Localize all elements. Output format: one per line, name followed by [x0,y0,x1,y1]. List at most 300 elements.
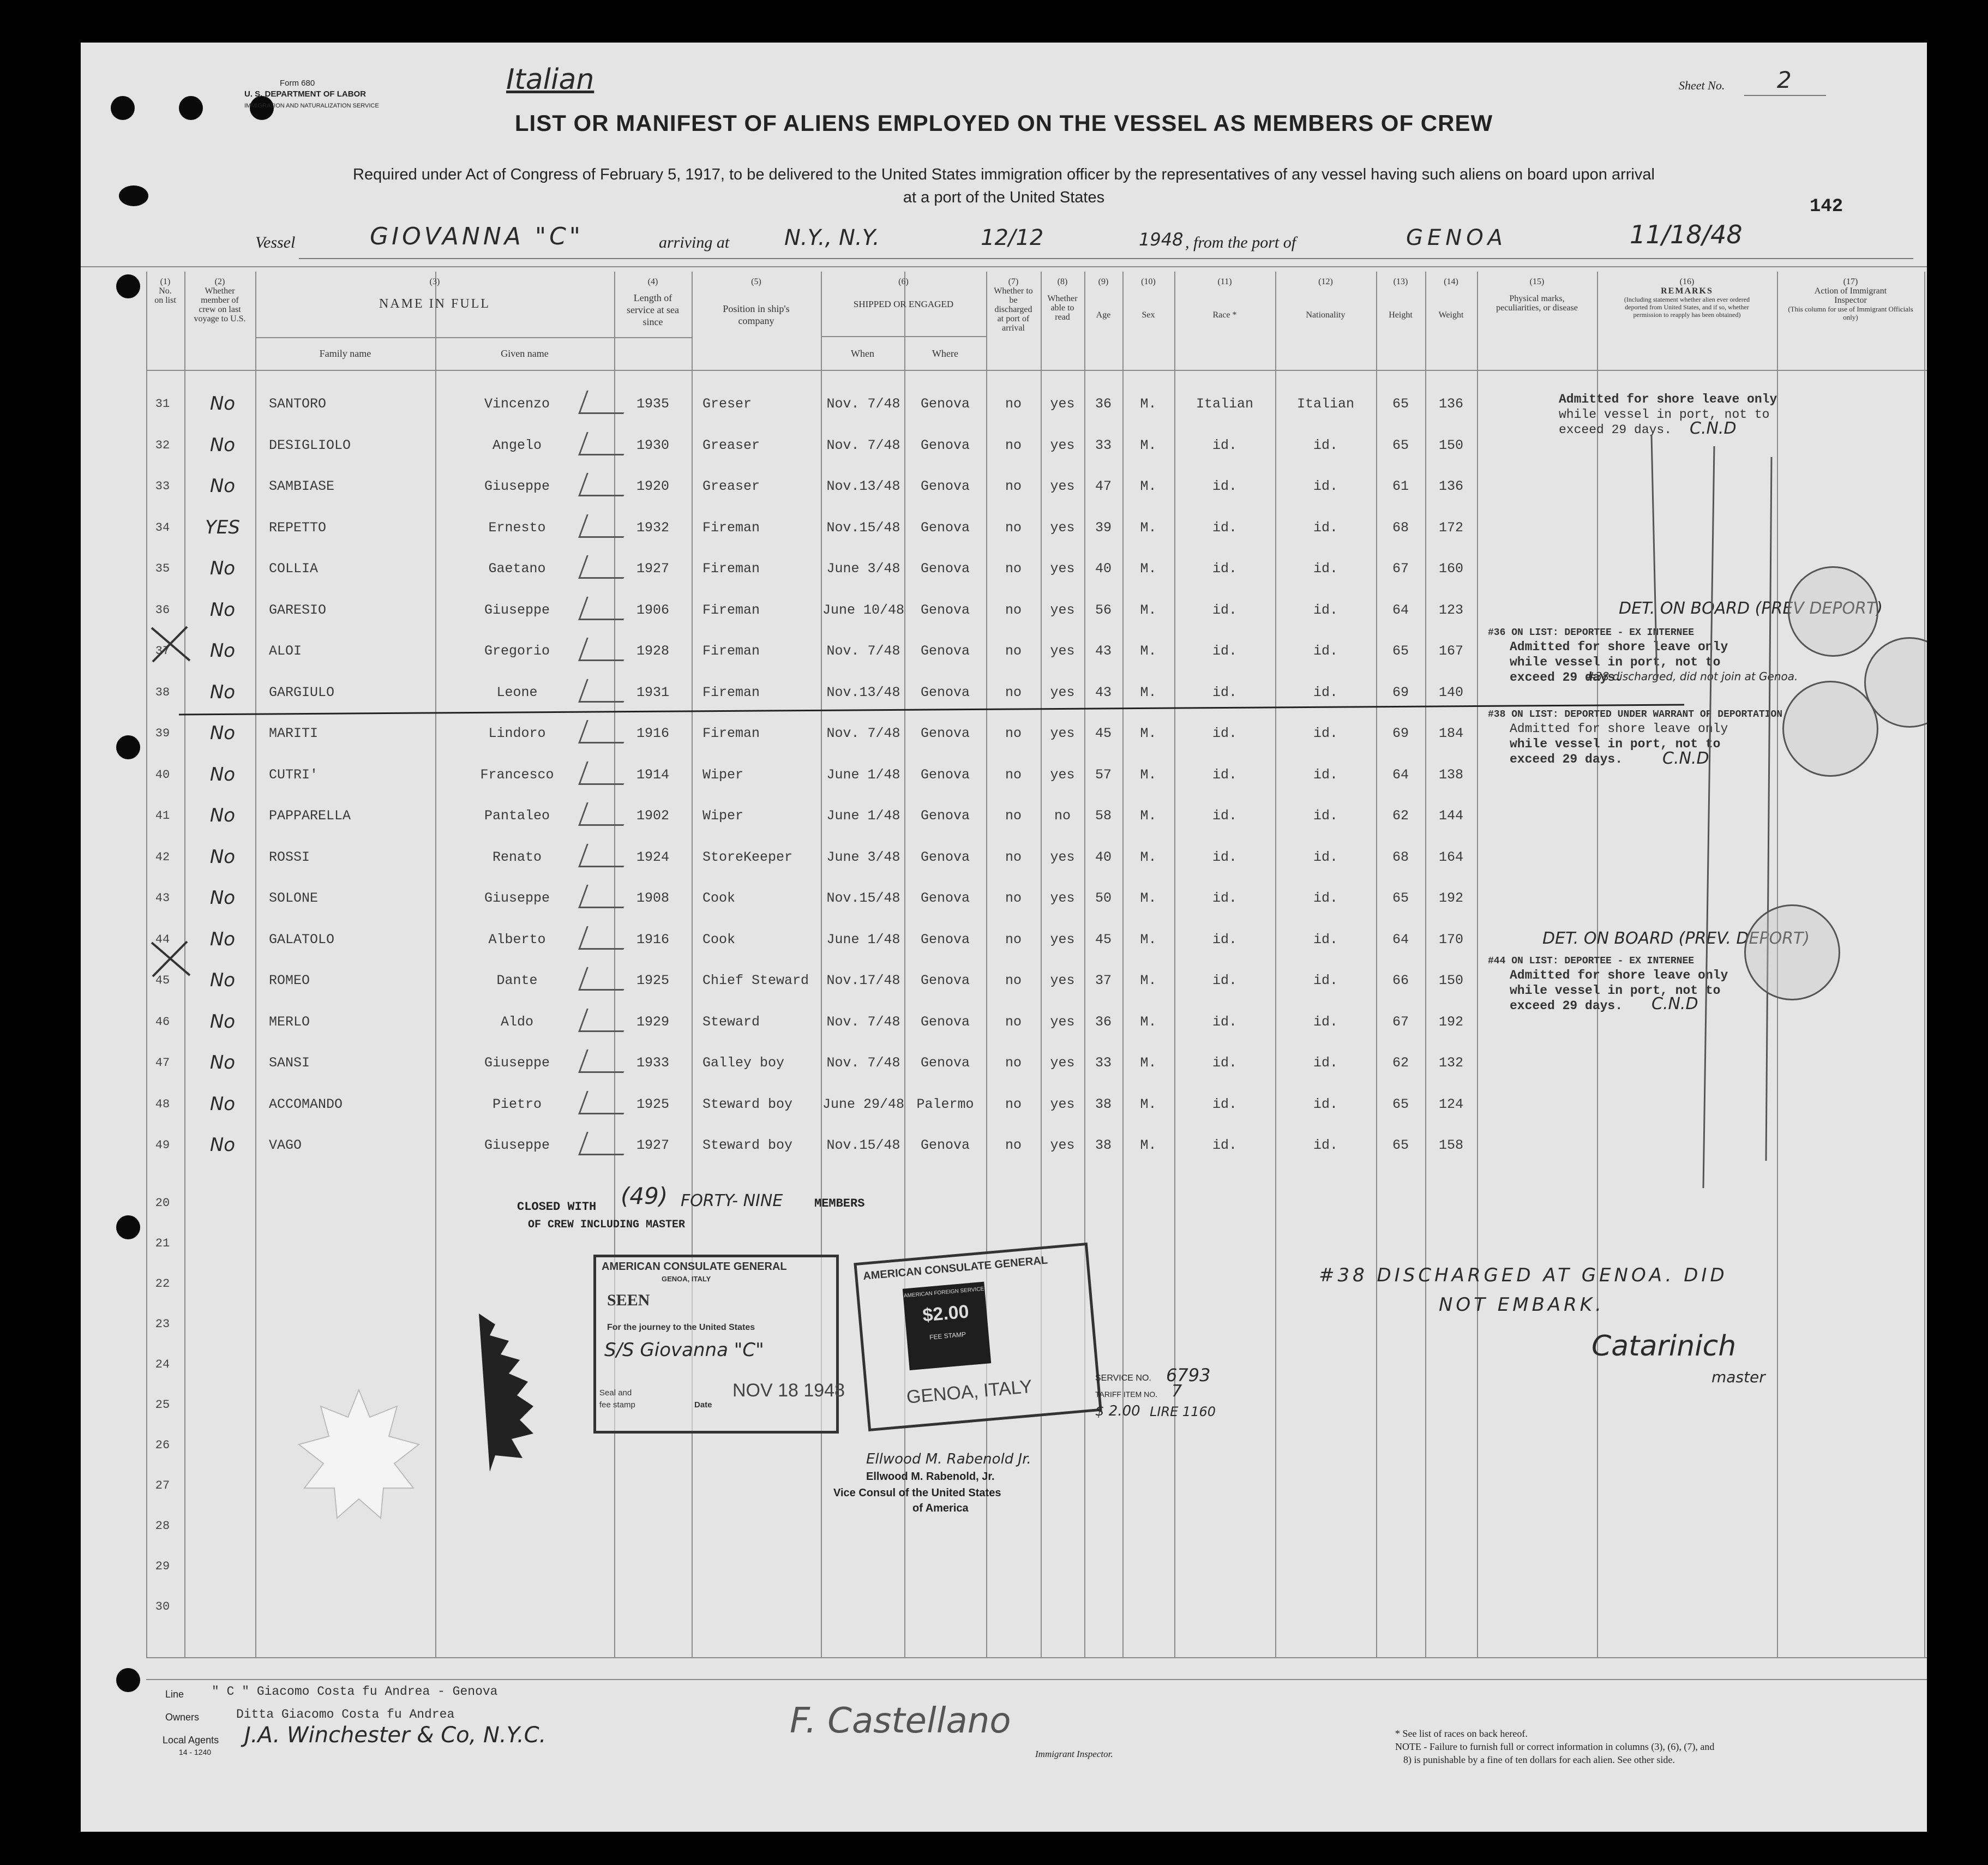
nationality: id. [1313,1014,1338,1030]
race: id. [1212,849,1237,865]
header-bottom-rule [146,370,1927,371]
col-number: (11) [1217,277,1232,286]
able-to-read: yes [1050,849,1075,865]
able-to-read: yes [1050,1055,1075,1071]
to-be-discharged: no [1005,1137,1022,1153]
shipped-where: Genova [920,396,970,412]
row-number: 40 [155,768,170,782]
last-voyage-answer: No [209,846,236,868]
shipped-when: Nov. 7/48 [826,725,900,741]
weight: 150 [1438,973,1463,988]
race: id. [1212,932,1237,948]
weight: 192 [1438,1014,1463,1030]
remark-line: while vessel in port, not to [1559,407,1770,422]
sex: M. [1140,1137,1157,1153]
family-name: PAPPARELLA [269,808,351,824]
race: id. [1212,1055,1237,1071]
to-be-discharged: no [1005,561,1022,577]
age: 47 [1095,478,1112,494]
stamp-date-label: Date [694,1400,712,1410]
to-be-discharged: no [1005,685,1022,700]
stamp-city: GENOA, ITALY [905,1376,1034,1408]
stamp-fee-label: fee stamp [599,1400,635,1410]
to-be-discharged: no [1005,725,1022,741]
weight: 167 [1438,643,1463,659]
department: U. S. DEPARTMENT OF LABOR [244,89,367,99]
embossed-seal-star [299,1390,419,1518]
col-label: Length of service at sea since [627,292,679,327]
service-since: 1930 [636,437,669,453]
to-be-discharged: no [1005,396,1022,412]
embossed-seal [457,1308,566,1483]
weight: 132 [1438,1055,1463,1071]
nationality: id. [1313,849,1338,865]
race: id. [1212,643,1237,659]
last-voyage-answer: No [209,887,236,909]
shipped-when: Nov.17/48 [826,973,900,988]
departure-date: 11/18/48 [1630,220,1743,249]
col-given-name: Given name [501,348,549,359]
to-be-discharged: no [1005,643,1022,659]
family-name: GARGIULO [269,685,335,700]
age: 56 [1095,602,1112,618]
col-label: No. on list [154,286,176,305]
empty-row-number: 22 [155,1277,170,1291]
service-since: 1906 [636,602,669,618]
position: Fireman [702,561,760,577]
position: Cook [702,932,736,948]
col-label: SHIPPED OR ENGAGED [853,299,954,309]
immigration-seal [1788,566,1878,657]
col-label: Nationality [1306,310,1346,320]
agents-code: 14 - 1240 [179,1748,212,1756]
footer-rule [146,1679,1927,1680]
last-voyage-answer: No [209,557,236,579]
able-to-read: no [1054,808,1071,824]
age: 45 [1095,725,1112,741]
able-to-read: yes [1050,725,1075,741]
able-to-read: yes [1050,932,1075,948]
handwritten-race: Italian [506,63,594,96]
race: Italian [1196,396,1254,412]
empty-row-number: 30 [155,1600,170,1614]
service-since: 1927 [636,1137,669,1153]
service-since: 1925 [636,973,669,988]
able-to-read: yes [1050,1014,1075,1030]
tariff-no: 7 [1172,1382,1182,1401]
shipped-where: Genova [920,932,970,948]
stamp-header: AMERICAN CONSULATE GENERAL [862,1254,1048,1282]
position: StoreKeeper [702,849,793,865]
given-name: Angelo [492,437,542,453]
row-number: 38 [155,686,170,699]
empty-row-number: 26 [155,1438,170,1452]
shipped-when: June 1/48 [826,767,900,783]
able-to-read: yes [1050,478,1075,494]
able-to-read: yes [1050,437,1075,453]
col-when: When [851,348,874,359]
race: id. [1212,602,1237,618]
col-number: (2) [214,277,225,286]
col-label: Whether able to read [1047,294,1078,322]
manifest-title: LIST OR MANIFEST OF ALIENS EMPLOYED ON THE VESSEL AS MEMBERS OF CREW [514,110,1493,136]
service-no-label: SERVICE NO. [1095,1374,1151,1383]
fee-stamp-top: AMERICAN FOREIGN SERVICE [903,1286,984,1299]
remark-line: exceed 29 days. [1510,999,1623,1013]
subheader-rule [821,336,986,337]
col-sublabel: (Including statement whether alien ever ordered deported from United States, and if so, whether permission to reapply has been obtained) [1624,296,1750,319]
empty-row-number: 25 [155,1398,170,1412]
race: id. [1212,808,1237,824]
shipped-where: Genova [920,808,970,824]
last-voyage-answer: YES [205,517,240,538]
master-signature: Catarinich [1591,1330,1737,1363]
family-name: ALOI [269,643,302,659]
inspector-initials: C.N.D [1690,419,1737,438]
empty-row-number: 29 [155,1560,170,1573]
service-since: 1914 [636,767,669,783]
service-since: 1920 [636,478,669,494]
manifest-subtitle-2: at a port of the United States [903,189,1105,206]
col-family-name: Family name [319,348,371,359]
remark-line: Admitted for shore leave only [1559,392,1777,406]
shipped-when: June 3/48 [826,561,900,577]
height: 65 [1392,890,1409,906]
given-name: Gaetano [488,561,546,577]
empty-row-number: 21 [155,1237,170,1250]
weight: 184 [1438,725,1463,741]
row-number: 46 [155,1015,170,1029]
sex: M. [1140,973,1157,988]
family-name: SAMBIASE [269,478,335,494]
given-name: Giuseppe [484,1137,550,1153]
col-number: (9) [1098,277,1109,286]
sex: M. [1140,932,1157,948]
weight: 164 [1438,849,1463,865]
to-be-discharged: no [1005,767,1022,783]
nationality: id. [1313,725,1338,741]
shipped-where: Genova [920,643,970,659]
last-voyage-answer: No [209,805,236,826]
col-number: (17) [1843,277,1858,286]
to-be-discharged: no [1005,849,1022,865]
embossed-seal-edge [479,1314,533,1472]
empty-row-number: 20 [155,1196,170,1210]
given-name: Vincenzo [484,396,550,412]
discharge-line: NOT EMBARK. [1439,1294,1605,1316]
weight: 150 [1438,437,1463,453]
position: Fireman [702,602,760,618]
crew-count-words: FORTY- NINE [681,1191,783,1210]
sex: M. [1140,725,1157,741]
given-name: Pietro [492,1096,542,1112]
row-number: 44 [155,933,170,946]
service-since: 1902 [636,808,669,824]
form-number: Form 680 [280,79,315,88]
race: id. [1212,1137,1237,1153]
shipped-where: Genova [920,437,970,453]
fee-lire: LIRE 1160 [1150,1404,1216,1419]
to-be-discharged: no [1005,890,1022,906]
consul-signature: Ellwood M. Rabenold Jr. [866,1451,1031,1467]
row-number: 32 [155,439,170,452]
race: id. [1212,767,1237,783]
col-label: NAME IN FULL [379,297,490,311]
shipped-where: Genova [920,1137,970,1153]
shipped-when: Nov. 7/48 [826,1055,900,1071]
able-to-read: yes [1050,890,1075,906]
fee-stamp [903,1282,992,1371]
position: Steward [702,1014,760,1030]
shipped-where: Genova [920,561,970,577]
race: id. [1212,725,1237,741]
last-voyage-answer: No [209,1011,236,1033]
last-voyage-answer: No [209,393,236,415]
col-number: (14) [1444,277,1458,286]
owners-label: Owners [165,1712,200,1723]
height: 69 [1392,685,1409,700]
position: Fireman [702,643,760,659]
weight: 170 [1438,932,1463,948]
last-voyage-answer: No [209,434,236,456]
strike-line [179,703,1706,719]
position: Greaser [702,478,760,494]
footnote: 8) is punishable by a fine of ten dollars for each alien. See other side. [1403,1754,1675,1765]
given-name: Giuseppe [484,890,550,906]
last-voyage-answer: No [209,475,236,497]
col-label: Physical marks, peculiarities, or disease [1496,294,1578,313]
position: Wiper [702,808,744,824]
last-voyage-answer: No [209,969,236,991]
row-number: 42 [155,850,170,864]
sex: M. [1140,1055,1157,1071]
shipped-when: June 10/48 [822,602,905,618]
age: 50 [1095,890,1112,906]
tariff-label: TARIFF ITEM NO. [1095,1390,1158,1399]
height: 66 [1392,973,1409,988]
family-name: SANTORO [269,396,327,412]
weight: 160 [1438,561,1463,577]
age: 40 [1095,561,1112,577]
remark-line: Admitted for shore leave only [1510,640,1728,654]
page-number: 142 [1810,196,1843,217]
immigration-seal [1744,904,1840,1000]
manifest-sheet [81,43,1927,1832]
height: 65 [1392,437,1409,453]
col-number: (7) [1008,277,1019,286]
family-name: DESIGLIOLO [269,437,351,453]
row-number: 45 [155,974,170,987]
row-number: 37 [155,644,170,658]
stamp-for-line: For the journey to the United States [607,1323,755,1332]
given-name: Leone [496,685,538,700]
row-number: 33 [155,479,170,493]
col-number: (3) [429,277,440,286]
nationality: id. [1313,808,1338,824]
remark-line: while vessel in port, not to [1510,737,1721,751]
age: 40 [1095,849,1112,865]
position: Greser [702,396,752,412]
height: 65 [1392,643,1409,659]
service-since: 1927 [636,561,669,577]
col-label: Whether member of crew on last voyage to U.S. [194,286,246,323]
height: 64 [1392,767,1409,783]
shipped-when: Nov. 7/48 [826,643,900,659]
owners-value: Ditta Giacomo Costa fu Andrea [236,1707,455,1722]
immigration-seal [1782,681,1878,777]
remark-line: exceed 29 days. [1510,670,1623,685]
table-bottom-rule [146,1657,1927,1658]
family-name: ROMEO [269,973,310,988]
position: Fireman [702,520,760,536]
sex: M. [1140,561,1157,577]
age: 33 [1095,1055,1112,1071]
given-name: Renato [492,849,542,865]
shipped-when: Nov. 7/48 [826,396,900,412]
shipped-where: Genova [920,973,970,988]
family-name: SANSI [269,1055,310,1071]
shipped-where: Genova [920,849,970,865]
remark-line: Admitted for shore leave only [1510,722,1728,736]
row-number: 31 [155,397,170,411]
height: 62 [1392,1055,1409,1071]
height: 62 [1392,808,1409,824]
crew-line: OF CREW INCLUDING MASTER [528,1219,686,1231]
nationality: id. [1313,685,1338,700]
col-label: Race * [1212,310,1237,320]
family-name: REPETTO [269,520,327,536]
given-name: Lindoro [488,725,546,741]
able-to-read: yes [1050,767,1075,783]
remark-line: #38 ON LIST: DEPORTED UNDER WARRANT OF DEPORTATION [1488,709,1783,720]
crew-count: (49) [621,1183,668,1209]
to-be-discharged: no [1005,932,1022,948]
height: 67 [1392,561,1409,577]
footnote: NOTE - Failure to furnish full or correct information in columns (3), (6), (7), and [1395,1741,1715,1752]
given-name: Giuseppe [484,478,550,494]
sheet-label: Sheet No. [1679,79,1725,92]
sex: M. [1140,396,1157,412]
stamp-vessel: S/S Giovanna "C" [604,1339,764,1361]
fee-stamp-amount: $2.00 [921,1301,970,1326]
weight: 138 [1438,767,1463,783]
age: 57 [1095,767,1112,783]
to-be-discharged: no [1005,478,1022,494]
arriving-port: N.Y., N.Y. [784,225,880,250]
family-name: SOLONE [269,890,319,906]
arrival-date: 12/12 [981,225,1044,250]
position: Fireman [702,725,760,741]
row-number: 36 [155,603,170,617]
last-voyage-answer: No [209,599,236,621]
consul-title: Vice Consul of the United States [833,1487,1001,1499]
nationality: id. [1313,1055,1338,1071]
col-label: Action of Immigrant Inspector [1814,286,1887,305]
members: MEMBERS [814,1197,865,1210]
position: Steward boy [702,1096,793,1112]
col-number: (15) [1529,277,1545,286]
position: Wiper [702,767,744,783]
age: 36 [1095,1014,1112,1030]
weight: 172 [1438,520,1463,536]
position: Galley boy [702,1055,785,1071]
shipped-when: June 3/48 [826,849,900,865]
punch-hole [116,1668,140,1692]
sex: M. [1140,437,1157,453]
service-since: 1916 [636,932,669,948]
col-number: (6) [898,277,909,286]
row-number: 49 [155,1138,170,1152]
empty-row-number: 27 [155,1479,170,1492]
age: 37 [1095,973,1112,988]
col-number: (4) [647,277,658,286]
race: id. [1212,1096,1237,1112]
year: 1948 [1139,229,1184,250]
service-since: 1928 [636,643,669,659]
height: 65 [1392,396,1409,412]
family-name: ACCOMANDO [269,1096,343,1112]
able-to-read: yes [1050,1137,1075,1153]
height: 69 [1392,725,1409,741]
consul-name: Ellwood M. Rabenold, Jr. [866,1471,995,1483]
last-voyage-answer: No [209,764,236,785]
able-to-read: yes [1050,973,1075,988]
age: 36 [1095,396,1112,412]
stamp-seal-label: Seal and [599,1388,632,1398]
last-voyage-answer: No [209,1134,236,1156]
family-name: GARESIO [269,602,327,618]
manifest-subtitle: Required under Act of Congress of February 5, 1917, to be delivered to the United States immigration officer by the representatives of any vessel having such aliens on board upon arrival [353,166,1655,183]
arriving-label: arriving at [659,233,730,251]
col-number: (13) [1393,277,1408,286]
to-be-discharged: no [1005,808,1022,824]
family-name: MERLO [269,1014,310,1030]
family-name: CUTRI' [269,767,319,783]
nationality: id. [1313,973,1338,988]
age: 33 [1095,437,1112,453]
footnote: * See list of races on back hereof. [1395,1728,1528,1739]
given-name: Giuseppe [484,602,550,618]
shipped-when: Nov. 7/48 [826,1014,900,1030]
to-be-discharged: no [1005,1096,1022,1112]
to-be-discharged: no [1005,520,1022,536]
weight: 144 [1438,808,1463,824]
weight: 140 [1438,685,1463,700]
sheet-number-underline [1744,95,1826,96]
shipped-where: Genova [920,1014,970,1030]
shipped-when: Nov.15/48 [826,1137,900,1153]
able-to-read: yes [1050,520,1075,536]
service-since: 1935 [636,396,669,412]
shipped-when: Nov.15/48 [826,520,900,536]
punch-hole [116,1215,140,1239]
col-number: (12) [1318,277,1333,286]
shipped-when: June 29/48 [822,1096,905,1112]
line-value: " C " Giacomo Costa fu Andrea - Genova [212,1684,498,1699]
sex: M. [1140,643,1157,659]
remark-line: exceed 29 days. [1559,423,1672,437]
col-sublabel: (This column for use of Immigrant Officials only) [1788,305,1913,321]
empty-row-number: 23 [155,1317,170,1331]
col-number: (16) [1679,277,1695,286]
able-to-read: yes [1050,602,1075,618]
col-label: REMARKS [1661,286,1713,296]
row-number: 48 [155,1098,170,1111]
service-since: 1931 [636,685,669,700]
nationality: id. [1313,561,1338,577]
discharge-line: #38 DISCHARGED AT GENOA. DID [1319,1264,1728,1286]
age: 43 [1095,643,1112,659]
